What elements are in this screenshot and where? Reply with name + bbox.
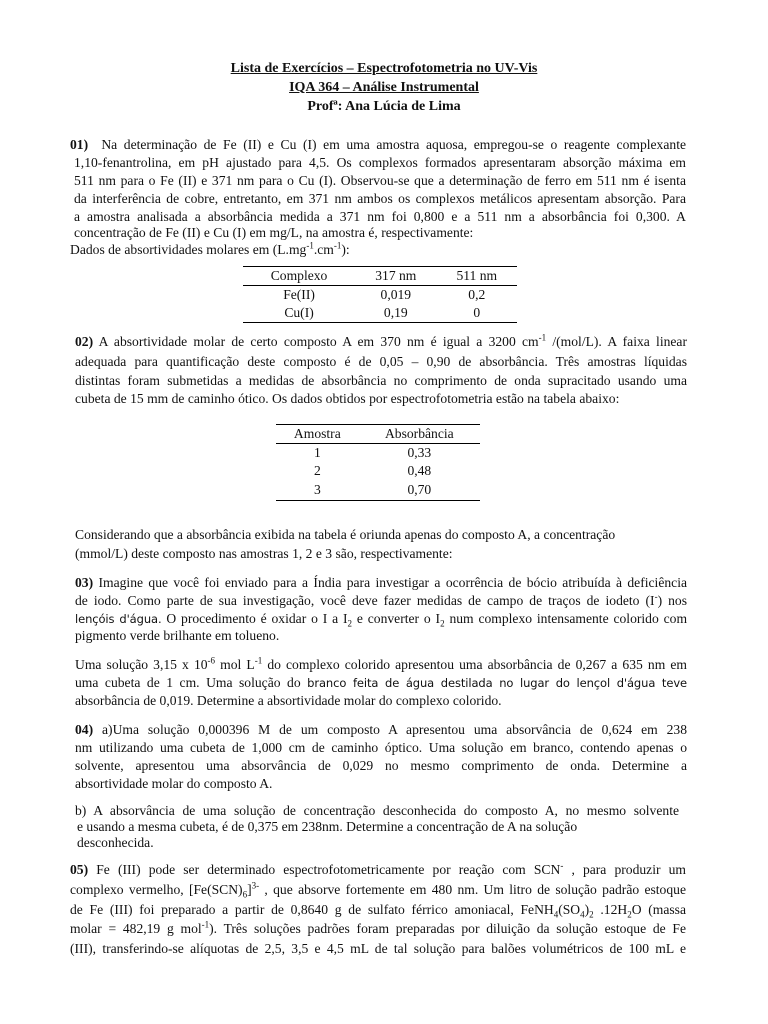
table-header-row xyxy=(276,425,480,444)
q5-line-4: molar = 482,19 g mol$^{-1}$). Três soluções padrões foram preparadas por diluição da solução estoque de Fe xyxy=(70,919,686,936)
q3-number: 03) xyxy=(75,575,94,590)
q1-line-3: 511 nm para o Fe (II) e 371 nm para o Cu (I). Observou-se que a determinação de ferro em 511 nm é isenta xyxy=(74,173,686,188)
absorbance-table xyxy=(276,424,480,501)
table-row xyxy=(276,462,480,480)
q4-number: 04) xyxy=(75,722,94,737)
q3-line-4: pigmento verde brilhante em tolueno. xyxy=(75,628,280,643)
table-cell: 0,48 xyxy=(407,463,432,478)
q2-after-line-2: (mmol/L) deste composto nas amostras 1, 2 e 3 são, respectivamente: xyxy=(75,546,453,561)
table-row xyxy=(276,480,480,501)
table-cell: Cu(I) xyxy=(284,305,314,320)
column-header: Complexo xyxy=(243,267,355,286)
table-cell: 3 xyxy=(313,482,321,497)
q3-line-3: lençóis d'água. O procedimento é oxidar o I a $I_2$ e converter o $I_2$ num complexo intensamente colorido com xyxy=(75,611,688,629)
q5-line-3: de Fe (III) foi preparado a partir de 0,8640 g de sulfato férrico amoniacal, $FeNH_4(SO_4)_2$ $.12H_2O$ (massa xyxy=(70,902,686,920)
q2-after-line-1: Considerando que a absorbância exibida na tabela é oriunda apenas do composto A, a concentração xyxy=(75,527,616,542)
q3-para2-line-3: absorbância de 0,019. Determine a absortividade molar do complexo colorido. xyxy=(75,693,502,708)
table-cell: 0,019 xyxy=(380,287,412,302)
q4-a-line-3: solvente, apresentou uma absorvância de 0,029 no mesmo comprimento de onda. Determine a xyxy=(75,758,687,773)
column-header: Absorbância xyxy=(359,425,480,444)
q2-number: 02) xyxy=(75,334,94,349)
q3-para2-line-2: uma cubeta de 1 cm. Uma solução do branco feita de água destilada no lugar do lençol d'água teve xyxy=(75,675,687,690)
q5-line-1: 05) Fe (III) pode ser determinado espectrofotometricamente por reação com SCN- , para produzir um xyxy=(70,860,686,877)
q1-data-caption: Dados de absortividades molares em $(L.mg^{-1}.cm^{-1})$: xyxy=(70,240,350,257)
table-cell: 2 xyxy=(313,463,321,478)
table-cell: Fe(II) xyxy=(283,287,315,302)
q4-a-line-2: nm utilizando uma cubeta de 1,000 cm de caminho óptico. Uma solução em branco, contendo apenas o xyxy=(75,740,687,755)
column-header: 317 nm xyxy=(355,267,436,286)
q3-para2-line-1: Uma solução 3,15 x $10^{-6}$ mol $L^{-1}$ do complexo colorido apresentou uma absorbância de 0,267 a 635 nm em xyxy=(75,655,687,672)
q1-line-1: 01) Na determinação de Fe (II) e Cu (I) em uma amostra aquosa, empregou-se o reagente complexante xyxy=(70,137,686,152)
q4-a-line-1: 04) a)Uma solução 0,000396 M de um composto A apresentou uma absorvância de 0,624 em 238 xyxy=(75,722,687,737)
table-header-row xyxy=(243,267,517,286)
table-cell: 0,70 xyxy=(407,482,432,497)
q2-line-1: 02) A absortividade molar de certo composto A em 370 nm é igual a 3200 $cm^{-1}$ /(mol/L). A faixa linear xyxy=(75,332,687,349)
table-cell: 1 xyxy=(313,445,321,460)
q5-line-2: complexo vermelho, $[Fe(SCN)_6]^{3-}$ , que absorve fortemente em 480 nm. Um litro de solução padrão estoque xyxy=(70,880,686,900)
q1-line-2: 1,10-fenantrolina, em pH ajustado para 4,5. Os complexos formados apresentaram absorção máxima em xyxy=(74,155,686,170)
table-cell: 0,33 xyxy=(407,445,432,460)
table-row xyxy=(243,304,517,323)
absorptivity-table xyxy=(243,266,517,323)
q3-line-2: de iodo. Como parte de sua investigação, você deve fazer medidas de campo de traços de iodeto (I-) nos xyxy=(75,591,688,608)
column-header: Amostra xyxy=(276,425,359,444)
column-header: 511 nm xyxy=(437,267,517,286)
q5-line-5: (III), transferindo-se alíquotas de 2,5, 3,5 e 4,5 mL de tal solução para balões volumétricos de 100 mL e xyxy=(70,941,686,956)
q3-line-1: 03) Imagine que você foi enviado para a Índia para investigar a ocorrência de bócio atribuída à deficiência xyxy=(75,575,687,590)
table-row xyxy=(243,286,517,305)
q2-line-2: adequada para quantificação deste composto é de 0,05 – 0,90 de absorbância. Três amostras líquidas xyxy=(75,354,687,369)
course-name: IQA 364 – Análise Instrumental xyxy=(289,80,479,95)
q4-b-line-3: desconhecida. xyxy=(77,835,154,850)
q4-b-line-2: e usando a mesma cubeta, é de 0,375 em 238nm. Determine a concentração de A na solução xyxy=(77,819,578,834)
q1-line-4: da interferência de cobre, entretanto, em 371 nm ambos os complexos metálicos apresentam absorção. Para xyxy=(74,191,686,206)
table-row xyxy=(276,444,480,463)
q4-b-line-1: b) A absorvância de uma solução de concentração desconhecida do composto A, no mesmo solvente xyxy=(75,803,679,818)
q1-number: 01) xyxy=(70,137,89,152)
document-title: Lista de Exercícios – Espectrofotometria no UV-Vis xyxy=(230,61,538,76)
table-cell: 0 xyxy=(473,305,481,320)
q1-line-6: concentração de Fe (II) e Cu (I) em mg/L, na amostra é, respectivamente: xyxy=(74,225,474,240)
table-cell: 0,2 xyxy=(468,287,486,302)
q4-a-line-4: absortividade molar do composto A. xyxy=(75,776,273,791)
table-cell: 0,19 xyxy=(383,305,408,320)
q2-line-4: cubeta de 15 mm de caminho ótico. Os dados obtidos por espectrofotometria estão na tabela abaixo: xyxy=(75,391,620,406)
q5-number: 05) xyxy=(70,862,89,877)
q1-line-5: a amostra analisada a absorbância medida a 371 nm foi 0,800 e a 511 nm a absorbância foi 0,300. A xyxy=(74,209,686,224)
q2-line-3: distintas foram submetidas a medidas de absorbância no comprimento de onda supracitado usando uma xyxy=(75,373,687,388)
teacher-name: Profª: Ana Lúcia de Lima xyxy=(307,99,461,114)
